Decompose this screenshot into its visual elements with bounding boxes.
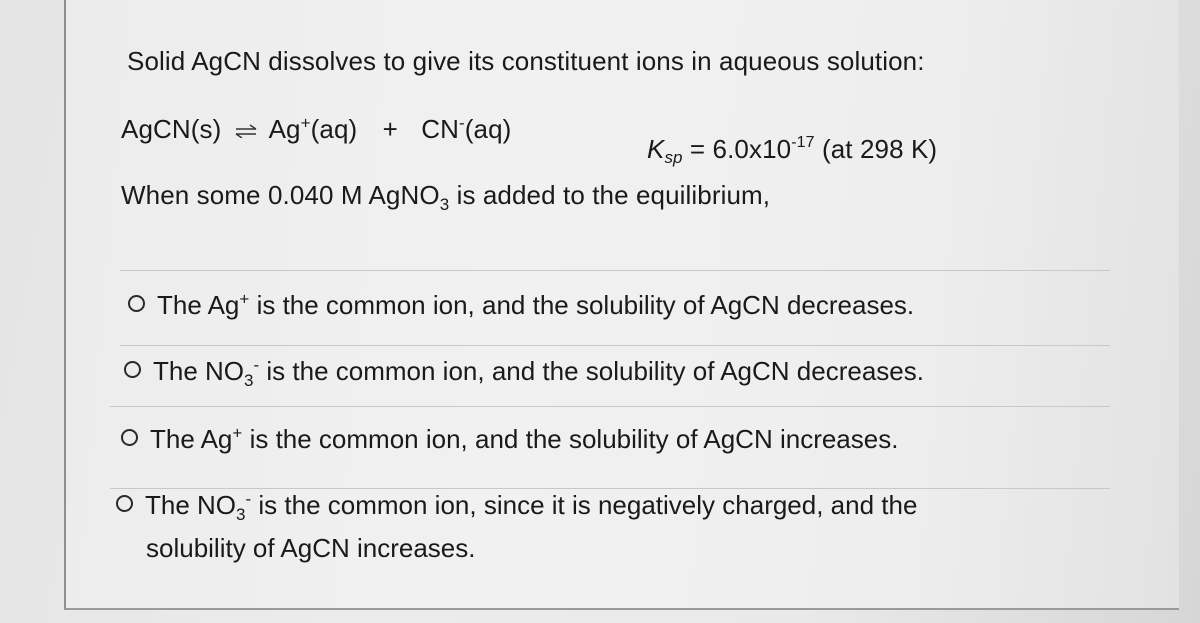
question-prompt: When some 0.040 M AgNO$_3$ is added to the equilibrium, (121, 180, 771, 215)
divider (110, 406, 1110, 407)
answer-option-3[interactable]: The Ag+ is the common ion, and the solubility of AgCN increases. (121, 424, 898, 454)
question-intro: Solid AgCN dissolves to give its constituent ions in aqueous solution: (127, 46, 925, 76)
answer-option-1[interactable]: The Ag+ is the common ion, and the solubility of AgCN decreases. (128, 290, 914, 320)
divider (110, 488, 1110, 489)
answer-option-4-line2: solubility of AgCN increases. (146, 533, 476, 563)
radio-button[interactable] (128, 295, 145, 312)
product-cn: CN (421, 114, 459, 144)
reactant: AgCN(s) (121, 114, 222, 144)
radio-button[interactable] (116, 495, 133, 512)
ksp-expression: Ksp = $6.0x10^{-17}$ (at 298 K) (647, 134, 938, 167)
radio-button[interactable] (124, 361, 141, 378)
answer-option-2[interactable]: The $NO_3^-$ is the common ion, and the solubility of AgCN decreases. (124, 356, 924, 386)
radio-button[interactable] (121, 429, 138, 446)
answer-option-4[interactable]: The $NO_3^-$ is the common ion, since it is negatively charged, and the (116, 490, 917, 520)
divider (120, 270, 1110, 271)
product-ag: Ag (268, 114, 301, 144)
divider (120, 345, 1110, 346)
plus-sign: + (382, 114, 398, 144)
reaction-equation: AgCN(s) Ag+(aq) + CN-(aq) (121, 113, 512, 144)
equilibrium-arrow-icon (235, 124, 257, 138)
